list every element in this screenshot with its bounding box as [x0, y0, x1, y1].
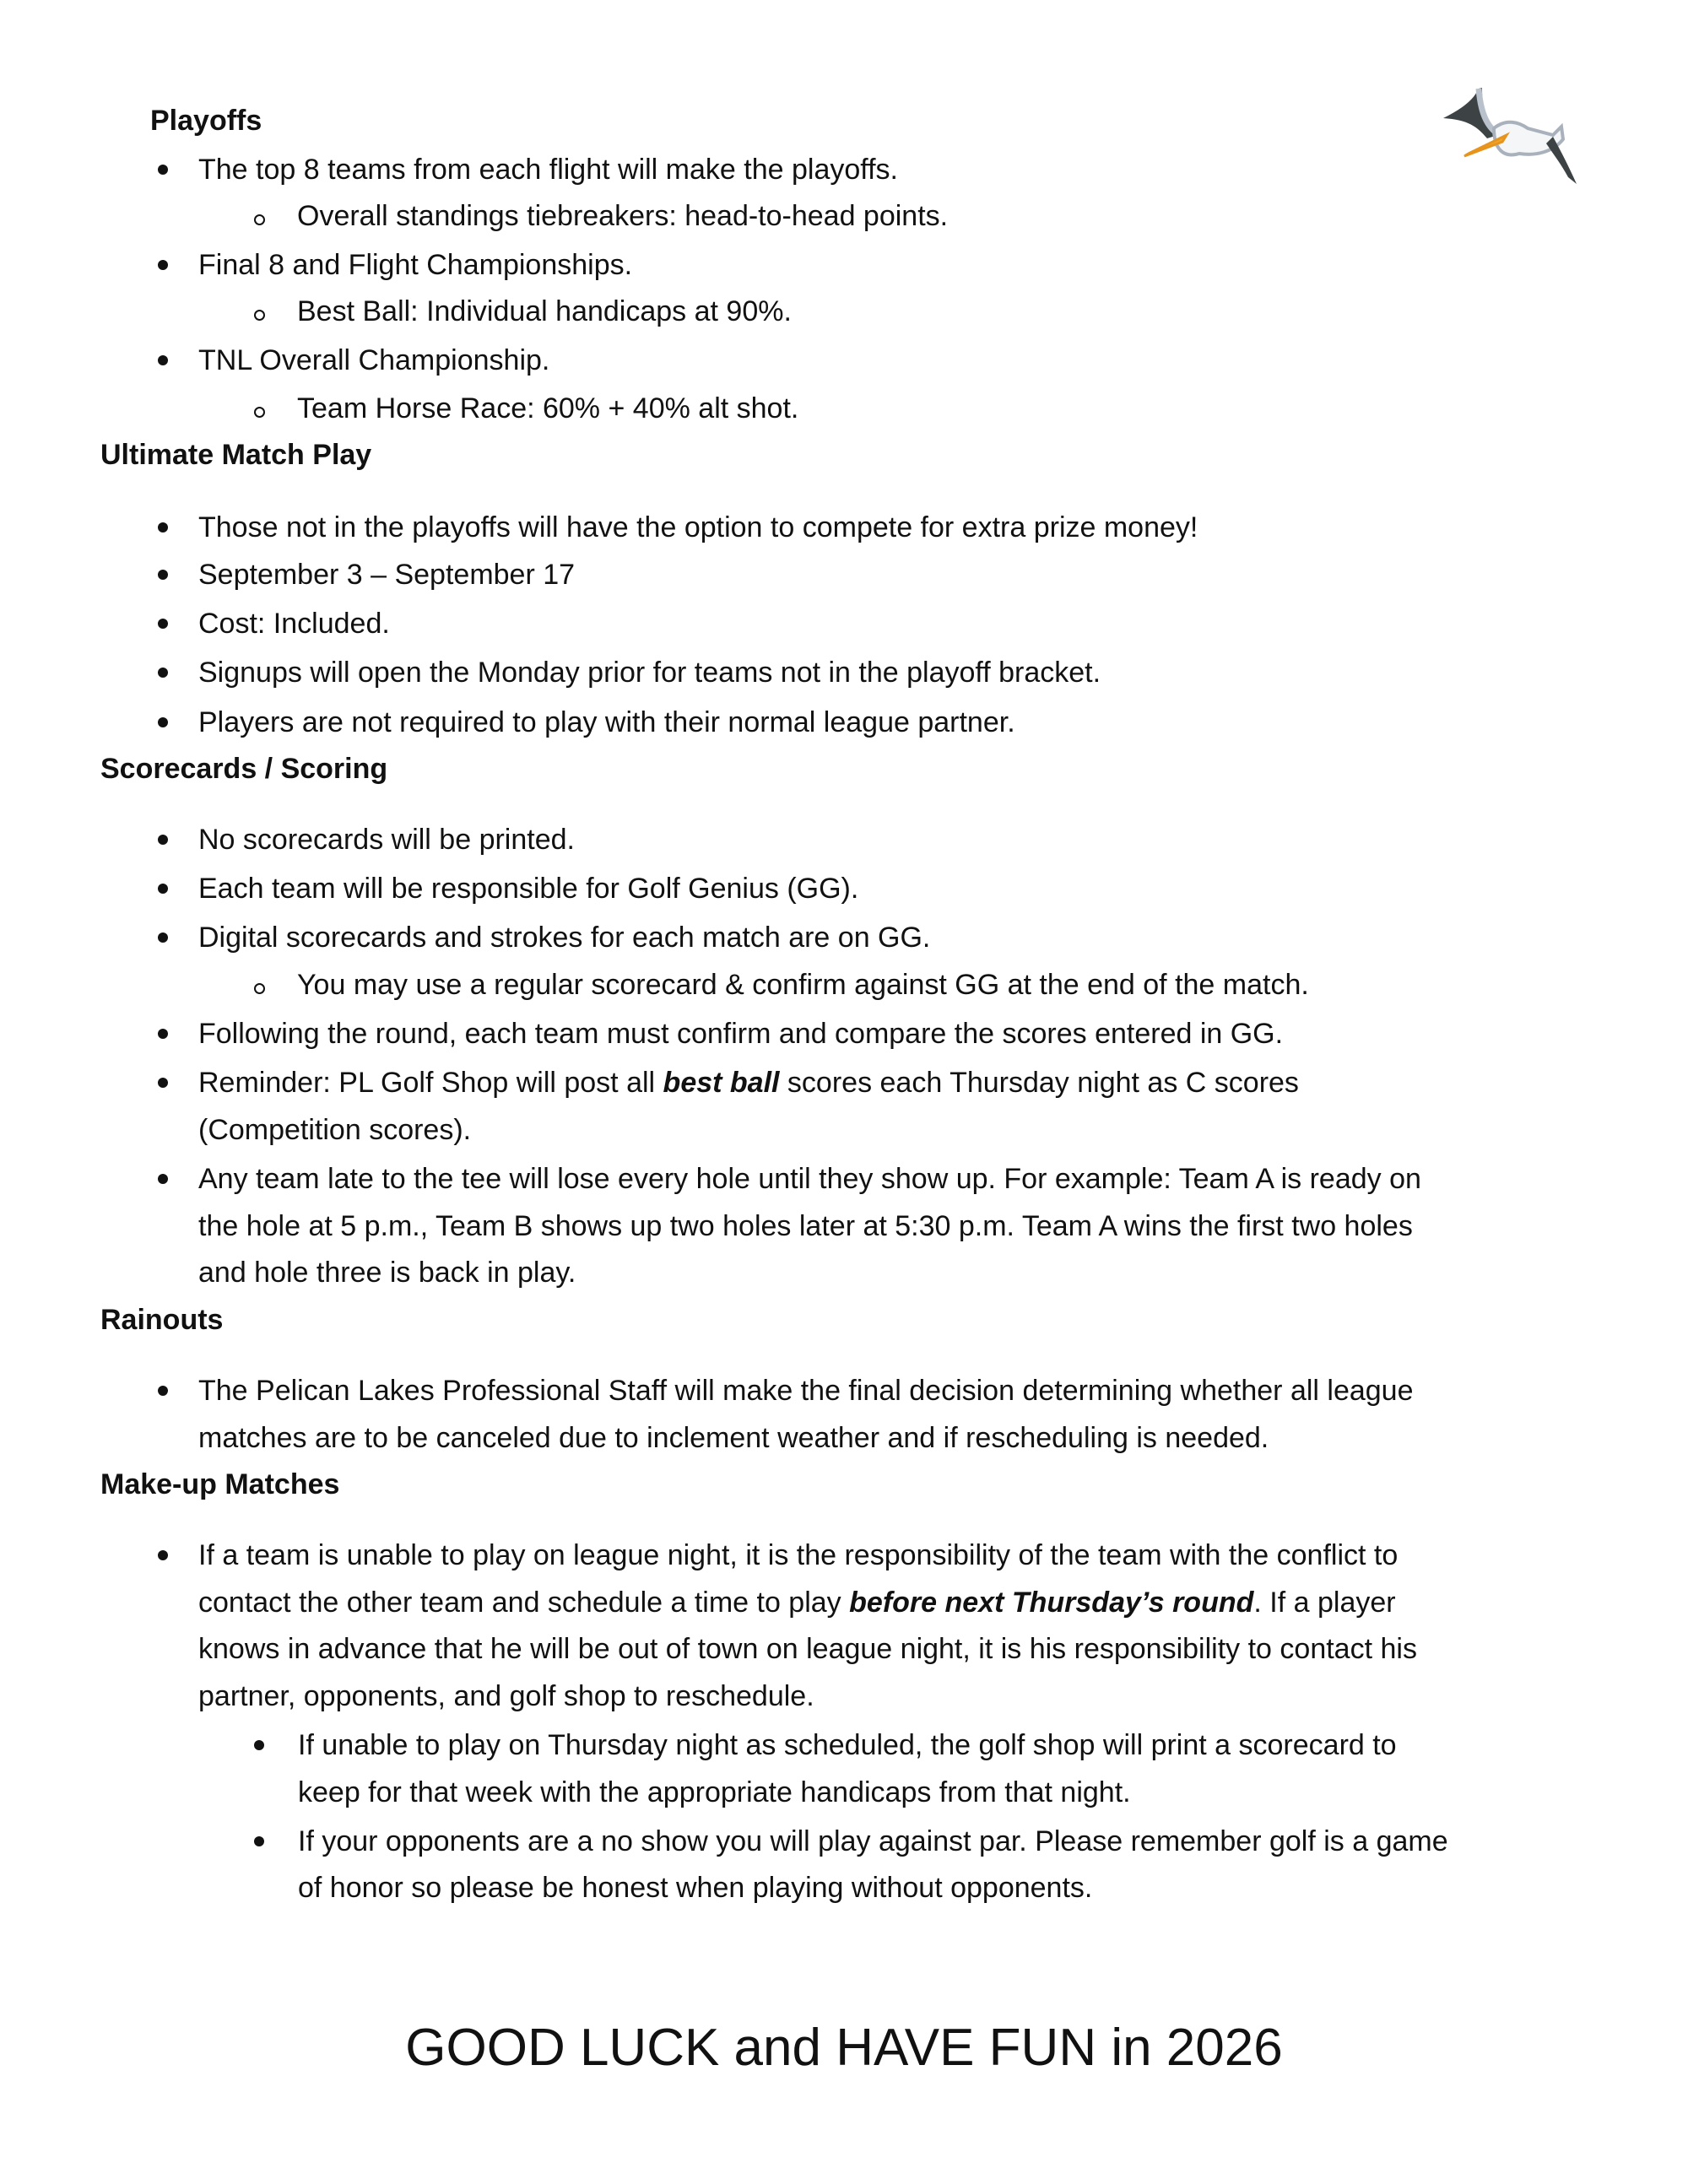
list-item: The Pelican Lakes Professional Staff will make the final decision determining whether all league: [198, 1375, 1414, 1407]
bullet-icon: [158, 884, 168, 894]
bullet-icon: [158, 1174, 168, 1184]
list-item: Digital scorecards and strokes for each match are on GG.: [198, 922, 931, 954]
list-item-continuation: of honor so please be honest when playing without opponents.: [298, 1872, 1093, 1904]
list-item: Following the round, each team must confirm and compare the scores entered in GG.: [198, 1018, 1284, 1050]
list-item: Best Ball: Individual handicaps at 90%.: [297, 295, 792, 327]
list-item-continuation: the hole at 5 p.m., Team B shows up two holes later at 5:30 p.m. Team A wins the first two holes: [198, 1210, 1413, 1242]
bullet-icon: [158, 717, 168, 727]
heading-make-up-matches: Make-up Matches: [100, 1468, 340, 1500]
list-item-continuation: matches are to be canceled due to inclement weather and if rescheduling is needed.: [198, 1422, 1269, 1454]
list-item: Any team late to the tee will lose every hole until they show up. For example: Team A is ready on: [198, 1163, 1421, 1195]
emphasis-text: before next Thursday’s round: [849, 1587, 1254, 1619]
bullet-icon: [254, 1740, 264, 1750]
list-item: Cost: Included.: [198, 608, 390, 640]
list-item-continuation: [198, 1586, 1396, 1619]
list-item-continuation: partner, opponents, and golf shop to reschedule.: [198, 1680, 814, 1712]
bullet-icon: [158, 1029, 168, 1039]
bullet-icon: [158, 260, 168, 270]
list-item: Each team will be responsible for Golf Genius (GG).: [198, 873, 859, 905]
list-item: Signups will open the Monday prior for teams not in the playoff bracket.: [198, 657, 1101, 689]
heading-rainouts: Rainouts: [100, 1304, 224, 1336]
list-item: No scorecards will be printed.: [198, 824, 575, 856]
sub-bullet-icon: [254, 310, 265, 321]
pelican-logo-icon: [1435, 76, 1578, 194]
bullet-icon: [158, 619, 168, 629]
bullet-icon: [254, 1836, 264, 1846]
list-item: The top 8 teams from each flight will make the playoffs.: [198, 154, 898, 186]
list-item: You may use a regular scorecard & confirm against GG at the end of the match.: [297, 969, 1309, 1001]
text: . If a player: [1253, 1587, 1396, 1619]
sub-bullet-icon: [254, 214, 265, 225]
sub-bullet-icon: [254, 407, 265, 418]
emphasis-text: best ball: [663, 1067, 780, 1099]
bullet-icon: [158, 668, 168, 678]
heading-playoffs: Playoffs: [150, 105, 262, 137]
list-item-continuation: knows in advance that he will be out of town on league night, it is his responsibility to contact his: [198, 1633, 1417, 1665]
bullet-icon: [158, 835, 168, 845]
closing-message: GOOD LUCK and HAVE FUN in 2026: [405, 2019, 1283, 2077]
list-item: TNL Overall Championship.: [198, 344, 550, 376]
list-item: If unable to play on Thursday night as scheduled, the golf shop will print a scorecard to: [298, 1729, 1397, 1761]
list-item-continuation: and hole three is back in play.: [198, 1257, 576, 1289]
bullet-icon: [158, 355, 168, 365]
list-item: If your opponents are a no show you will play against par. Please remember golf is a game: [298, 1825, 1448, 1857]
list-item: September 3 – September 17: [198, 559, 576, 591]
bullet-icon: [158, 1386, 168, 1396]
text: Reminder: PL Golf Shop will post all: [198, 1067, 663, 1099]
list-item-continuation: keep for that week with the appropriate handicaps from that night.: [298, 1776, 1131, 1808]
bullet-icon: [158, 570, 168, 580]
bullet-icon: [158, 1550, 168, 1560]
sub-bullet-icon: [254, 983, 265, 994]
heading-scorecards-scoring: Scorecards / Scoring: [100, 753, 388, 785]
list-item-continuation: (Competition scores).: [198, 1114, 472, 1146]
list-item: Overall standings tiebreakers: head-to-head points.: [297, 200, 949, 232]
heading-ultimate-match-play: Ultimate Match Play: [100, 439, 372, 471]
list-item: Those not in the playoffs will have the option to compete for extra prize money!: [198, 511, 1198, 543]
list-item: If a team is unable to play on league night, it is the responsibility of the team with the conflict to: [198, 1539, 1399, 1571]
list-item: Team Horse Race: 60% + 40% alt shot.: [297, 392, 799, 424]
bullet-icon: [158, 522, 168, 532]
list-item: [198, 1066, 1299, 1100]
text: scores each Thursday night as C scores: [779, 1067, 1299, 1099]
text: contact the other team and schedule a time to play: [198, 1587, 850, 1619]
list-item: Players are not required to play with their normal league partner.: [198, 706, 1015, 738]
bullet-icon: [158, 933, 168, 943]
bullet-icon: [158, 1078, 168, 1088]
bullet-icon: [158, 165, 168, 175]
list-item: Final 8 and Flight Championships.: [198, 249, 633, 281]
